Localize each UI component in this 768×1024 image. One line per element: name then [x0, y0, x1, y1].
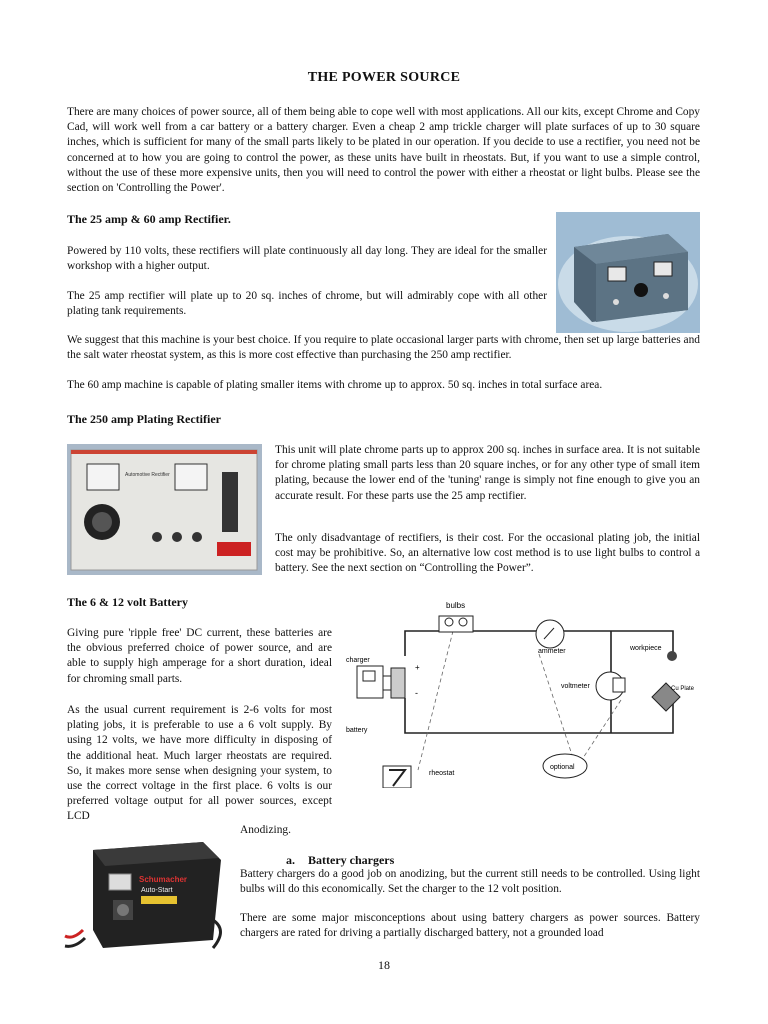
chargers-heading: [286, 853, 394, 868]
page-number: 18: [378, 958, 390, 972]
diagram-plus: +: [415, 663, 420, 672]
rectifier-paragraph-2: The 25 amp rectifier will plate up to 20 sq. inches of chrome, but will admirably cope with all other plating tank requirements.: [67, 290, 547, 318]
chargers-paragraph-1: Battery chargers do a good job on anodizing, but the current still needs to be controlled. Using light bulbs will do this economically. Set the charger to the 12 volt position.: [240, 868, 700, 896]
heading-battery: The 6 & 12 volt Battery: [67, 595, 188, 609]
rectifier-paragraph-4: The 60 amp machine is capable of plating smaller items with chrome up to approx. 50 sq. inches in total surface area.: [67, 379, 603, 391]
diagram-label-optional: optional: [550, 764, 575, 771]
diagram-label-bulbs: bulbs: [446, 601, 466, 610]
diagram-label-battery: battery: [346, 727, 368, 734]
diagram-label-ammeter: ammeter: [538, 648, 566, 655]
diagram-minus: -: [415, 688, 418, 698]
heading-25-60-amp-rectifier: The 25 amp & 60 amp Rectifier.: [67, 212, 231, 226]
charger-model-label: Auto-Start: [141, 887, 173, 894]
rectifier-250-paragraph-2: The only disadvantage of rectifiers, is their cost. For the occasional plating job, the initial cost may be prohibitive. So, an alternative low cost method is to use light bulbs to control a battery. See the next section on “Controlling the Power”.: [275, 532, 700, 575]
wiring-diagram: [343, 598, 700, 788]
rectifier-brand-label: Automotive Rectifier: [125, 472, 170, 478]
chargers-number: a.: [286, 853, 295, 867]
bulbs-symbol: [439, 616, 473, 632]
diagram-label-workpiece: workpiece: [630, 645, 662, 652]
ammeter-symbol: [536, 620, 564, 648]
battery-charger-photo: [63, 830, 231, 955]
heading-250-amp-rectifier: The 250 amp Plating Rectifier: [67, 412, 221, 426]
rectifier-25-60-photo: [556, 212, 700, 333]
battery-paragraph-1: Giving pure 'ripple free' DC current, these batteries are the obvious preferred choice of power source, and are able to supply high amperage for a short duration, ideal for chroming small parts.: [67, 627, 332, 685]
rectifier-paragraph-1: Powered by 110 volts, these rectifiers will plate continuously all day long. They are ideal for the smaller workshop with a higher output.: [67, 245, 547, 273]
intro-paragraph: There are many choices of power source, all of them being able to cope well with most applications. All our kits, except Chrome and Copy Cad, will work well from a car battery or a battery charger. Even a cheap 2 amp trickle charger will plate surfaces of up to 30 square inches, which is sufficient for many of the small parts likely to be plated in our operation. If you decide to use a rectifier, you need not be concerned at to how you are going to control the power, as these units have built in rheostats. But, if you want to use a simple control, without the use of these more expensive units, then you will need to control the power with either a rheostat or light bulbs. Please see the section on 'Controlling the Power'.: [67, 106, 700, 195]
battery-paragraph-2-end: Anodizing.: [240, 824, 291, 836]
diagram-label-charger: charger: [346, 657, 370, 664]
diagram-label-voltmeter: voltmeter: [561, 683, 590, 690]
battery-paragraph-2: As the usual current requirement is 2-6 volts for most plating jobs, it is preferable to use a 6 volt supply. By using 12 volts, we have more difficulty in disposing of the additional heat. Much larger rheostats are required. So, it makes more sense when designing your system, to use the correct voltage in the first place. 6 volts is our preferred voltage output for all power sources, except LCD: [67, 704, 332, 823]
chargers-heading-text: Battery chargers: [308, 853, 395, 867]
diagram-label-rheostat: rheostat: [429, 770, 455, 777]
diagram-label-anode: Cu Plate: [671, 686, 695, 692]
rectifier-paragraph-3: We suggest that this machine is your best choice. If you require to plate occasional larger parts with chrome, then set up large batteries and the salt water rheostat system, as this is more cost effective than purchasing the 250 amp rectifier.: [67, 334, 700, 362]
workpiece-symbol: [667, 651, 677, 661]
charger-brand-label: Schumacher: [139, 875, 188, 884]
rectifier-250-paragraph-1: This unit will plate chrome parts up to approx 200 sq. inches in surface area. It is not suitable for chrome plating small parts less than 20 square inches, or for any other type of small item plating, because the lower end of the 'tuning' range is simply not fine enough to give you an accurate result. For these parts use the 25 amp rectifier.: [275, 444, 700, 502]
page-title: THE POWER SOURCE: [307, 70, 461, 85]
battery-symbol: [391, 668, 405, 698]
chargers-paragraph-2: There are some major misconceptions about using battery chargers as power sources. Battery chargers are rated for driving a partially discharged battery, not a grounded load: [240, 912, 700, 940]
rectifier-250-photo: [67, 444, 262, 575]
